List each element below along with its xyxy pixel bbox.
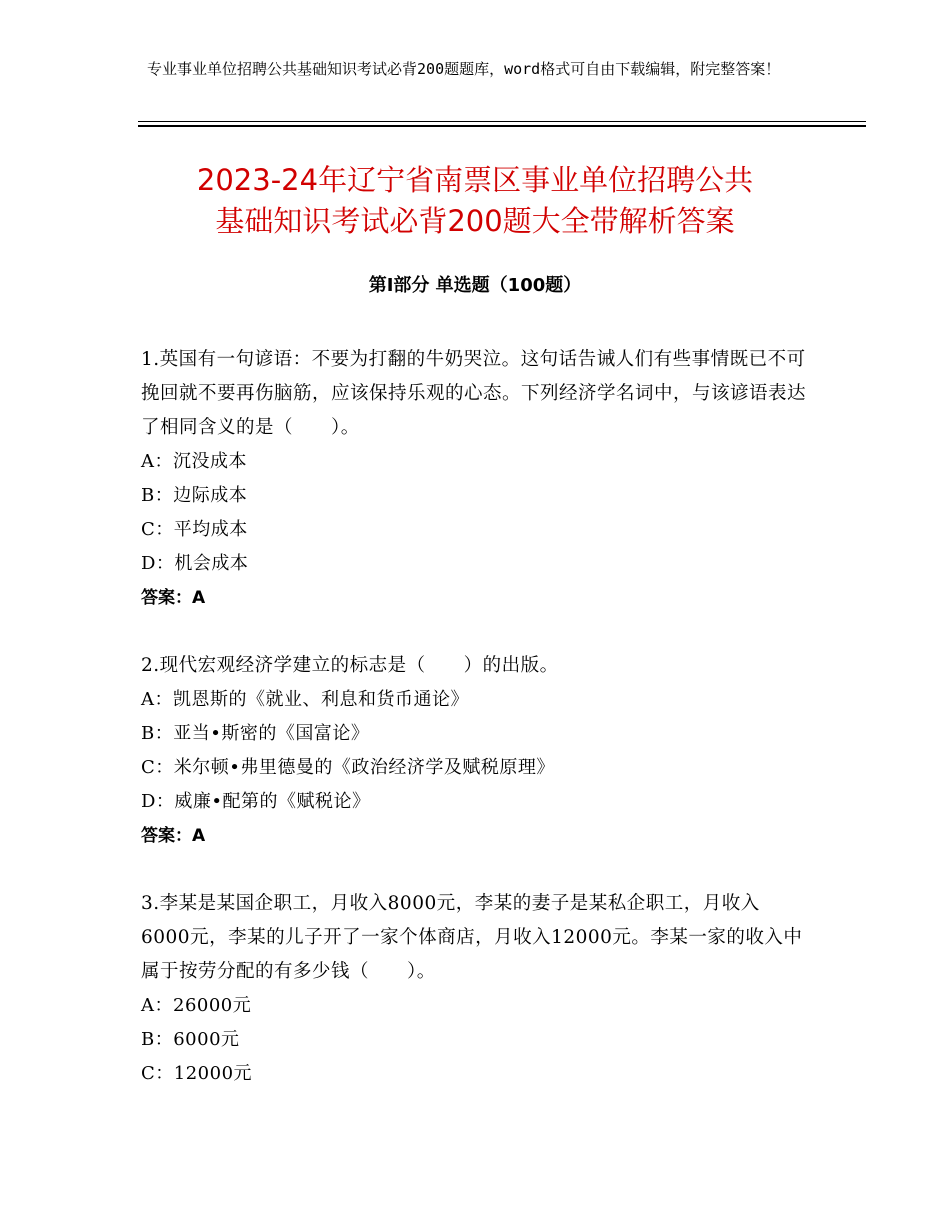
question-3-option-c: C：12000元 bbox=[141, 1063, 253, 1084]
question-2-text: 2.现代宏观经济学建立的标志是（ ）的出版。 bbox=[141, 655, 559, 676]
question-1 bbox=[141, 343, 806, 615]
document-title-line-2: 基础知识考试必背200题大全带解析答案 bbox=[215, 204, 735, 238]
question-3-option-b: B：6000元 bbox=[141, 1029, 240, 1050]
header-rule-thick bbox=[138, 125, 866, 127]
document-title bbox=[100, 160, 850, 242]
question-2-answer: 答案：A bbox=[141, 826, 206, 846]
question-2-option-d: D：威廉•配第的《赋税论》 bbox=[141, 791, 371, 812]
question-1-option-c: C：平均成本 bbox=[141, 519, 248, 540]
question-3-option-a: A：26000元 bbox=[141, 995, 252, 1016]
question-1-answer: 答案：A bbox=[141, 588, 206, 608]
question-1-option-d: D：机会成本 bbox=[141, 553, 249, 574]
question-1-option-b: B：边际成本 bbox=[141, 485, 248, 506]
section-heading: 第Ⅰ部分 单选题（100题） bbox=[368, 275, 582, 296]
document-title-line-1: 2023-24年辽宁省南票区事业单位招聘公共 bbox=[196, 163, 754, 197]
question-2-option-c: C：米尔顿•弗里德曼的《政治经济学及赋税原理》 bbox=[141, 757, 555, 778]
header-note: 专业事业单位招聘公共基础知识考试必背200题题库，word格式可自由下载编辑，附完整答案！ bbox=[147, 60, 781, 78]
question-list bbox=[141, 343, 806, 1125]
question-2 bbox=[141, 649, 806, 853]
question-2-option-a: A：凯恩斯的《就业、利息和货币通论》 bbox=[141, 689, 469, 710]
question-1-option-a: A：沉没成本 bbox=[141, 451, 247, 472]
question-3-text: 3.李某是某国企职工，月收入8000元，李某的妻子是某私企职工，月收入6000元，李某的儿子开了一家个体商店，月收入12000元。李某一家的收入中属于按劳分配的有多少钱（ ）。 bbox=[141, 893, 803, 982]
header-rule-thin bbox=[138, 121, 866, 122]
question-3 bbox=[141, 887, 806, 1091]
question-2-option-b: B：亚当•斯密的《国富论》 bbox=[141, 723, 370, 744]
question-1-text: 1.英国有一句谚语：不要为打翻的牛奶哭泣。这句话告诫人们有些事情既已不可挽回就不要再伤脑筋，应该保持乐观的心态。下列经济学名词中，与该谚语表达了相同含义的是（ ）。 bbox=[141, 349, 807, 438]
